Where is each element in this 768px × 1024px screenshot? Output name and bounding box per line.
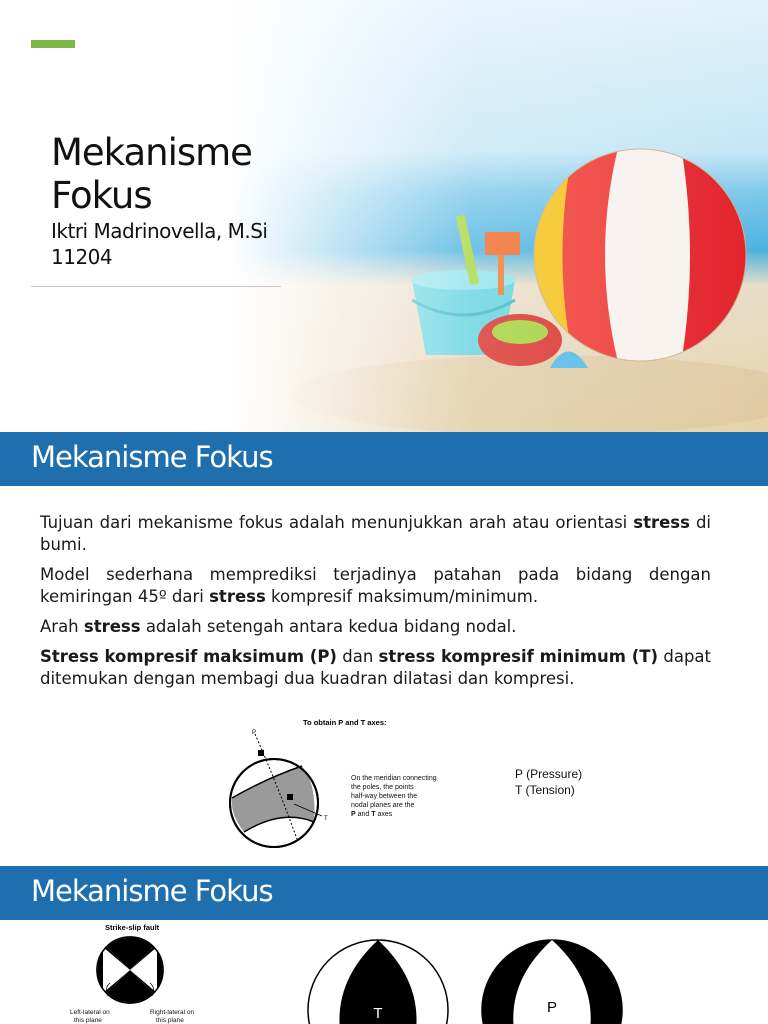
slide-heading: Mekanisme Fokus bbox=[31, 440, 273, 474]
right-lateral-label-2: this plane bbox=[156, 1017, 184, 1024]
paragraph-4: Stress kompresif maksimum (P) dan stress kompresif minimum (T) dapat ditemukan dengan membagi dua kuadran dilatasi dan kompresi. bbox=[40, 647, 711, 688]
p-label: P bbox=[252, 730, 257, 736]
focal-mechanism-figures bbox=[0, 920, 768, 1024]
presentation-title bbox=[51, 131, 252, 217]
p-t-axes-diagram bbox=[222, 714, 452, 854]
left-lateral-label-1: Left-lateral on bbox=[70, 1009, 110, 1016]
author-block bbox=[51, 218, 267, 270]
axes-legend bbox=[515, 766, 582, 798]
divider-line bbox=[31, 286, 281, 287]
legend-pressure: P (Pressure) bbox=[515, 767, 583, 781]
tension-beachball bbox=[308, 940, 448, 1024]
accent-bar bbox=[31, 40, 75, 48]
p-axis-marker bbox=[258, 750, 264, 756]
svg-text:half-way between the: half-way between the bbox=[351, 793, 418, 800]
author-name: Iktri Madrinovella, M.Si bbox=[51, 219, 268, 243]
right-lateral-label-1: Right-lateral on bbox=[150, 1009, 195, 1016]
content-slide bbox=[0, 432, 768, 866]
pressure-beachball bbox=[482, 940, 622, 1024]
figure-title: To obtain P and T axes: bbox=[303, 718, 387, 727]
content-slide-2 bbox=[0, 866, 768, 1024]
svg-text:the poles, the points: the poles, the points bbox=[351, 784, 414, 791]
svg-text:On the meridian connecting: On the meridian connecting bbox=[351, 775, 437, 782]
slide-banner-2 bbox=[0, 866, 768, 920]
title-line-1: Mekanisme bbox=[51, 131, 252, 174]
paragraph-1: Tujuan dari mekanisme fokus adalah menunjukkan arah atau orientasi stress di bumi. bbox=[40, 513, 711, 554]
figure-note bbox=[351, 775, 437, 818]
slide-heading-2: Mekanisme Fokus bbox=[31, 874, 273, 908]
legend-tension: T (Tension) bbox=[515, 783, 575, 797]
p-ball-label: P bbox=[546, 999, 558, 1016]
paragraph-2: Model sederhana memprediksi terjadinya patahan pada bidang dengan kemiringan 45º dari stress kompresif maksimum/minimum. bbox=[40, 565, 711, 606]
title-slide bbox=[0, 0, 768, 432]
strike-slip-title: Strike-slip fault bbox=[105, 923, 160, 932]
student-id: 11204 bbox=[51, 245, 113, 269]
left-lateral-label-2: this plane bbox=[74, 1017, 102, 1024]
t-axis-marker bbox=[287, 794, 293, 800]
slide-banner bbox=[0, 432, 768, 486]
paragraph-3: Arah stress adalah setengah antara kedua bidang nodal. bbox=[40, 617, 517, 636]
svg-text:P and T axes: P and T axes bbox=[351, 811, 393, 818]
t-ball-label: T bbox=[373, 1005, 383, 1022]
t-label: T bbox=[324, 816, 328, 822]
svg-text:nodal planes are the: nodal planes are the bbox=[351, 802, 415, 809]
title-line-2: Fokus bbox=[51, 174, 152, 217]
beach-ball-photo bbox=[230, 0, 768, 432]
slide-body bbox=[40, 512, 711, 698]
